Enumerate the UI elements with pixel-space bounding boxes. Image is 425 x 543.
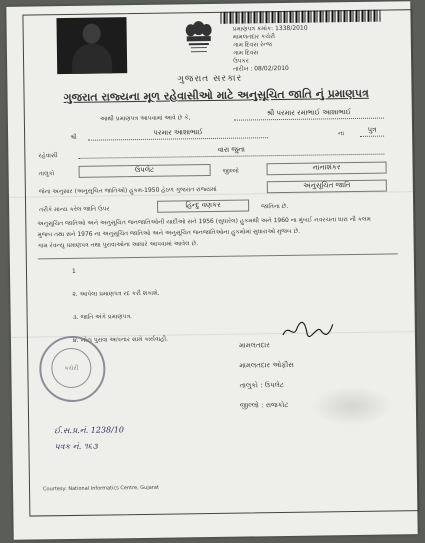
relation: પુત્ર xyxy=(360,126,384,137)
state-emblem-icon xyxy=(178,18,219,65)
legal-text xyxy=(37,213,397,251)
signatory-line: તાલુકો : ઉપલેટ xyxy=(239,381,285,390)
form-text: જીલ્લો xyxy=(222,167,239,175)
government-heading: ગુજરાત સરકાર xyxy=(177,73,243,85)
conditions-list xyxy=(72,259,168,352)
applicant-name: શ્રી પરમાર રમાભાઈ આશાભાઈ xyxy=(234,108,384,121)
signatory-line: મામલતદાર xyxy=(238,341,270,350)
form-text: જાતિના છે. xyxy=(261,202,289,211)
meta-line: ગામ દિવસ રેન્જ xyxy=(232,41,272,49)
list-item: 1 xyxy=(71,267,76,275)
form-text: આથી પ્રમાણપત્ર આપવામાં આવે છે કે, xyxy=(99,114,191,123)
certificate-meta xyxy=(233,25,309,74)
form-text: જેના અનુસાર (અનુસૂચિત જાતિઓ) હુકમ-1950 હેઠળ ગુજરાત રાજ્યમાં xyxy=(38,185,217,196)
footer-credit: Courtesy: National Informatics Centre, Gujarat xyxy=(42,484,159,493)
father-name: પરમાર આશાભાઈ xyxy=(88,127,268,141)
form-text: તાલુકો xyxy=(38,170,55,178)
paper-stain xyxy=(312,386,393,427)
signatory-block xyxy=(239,335,295,416)
meta-line: મામલતદાર કચેરી xyxy=(232,33,275,41)
list-item: ૪. ખોટા પુરાવા આપનાર સામે કાર્યવાહી. xyxy=(72,335,169,344)
meta-line: ગામ દિવસ xyxy=(232,49,259,57)
meta-line: તારીખ : 08/02/2010 xyxy=(233,64,289,73)
list-item: ૨. આપેલા પ્રમાણપત્ર રદ કરી શકાશે. xyxy=(72,289,160,298)
category: અનુસૂચિત જાતિ xyxy=(267,180,387,194)
certificate-page xyxy=(6,1,417,540)
list-item: ૩. જાતિ અંગે પ્રમાણપત્ર. xyxy=(72,313,133,321)
certificate-title: ગુજરાત રાજ્યના મૂળ રહેવાસીઓ માટે અનુસૂચિત જાતિ નું પ્રમાણપત્ર xyxy=(63,86,369,105)
form-text: શ્રી xyxy=(70,133,77,141)
caste: હિન્દુ વણકર xyxy=(157,199,249,212)
signatory-line: મામલતદાર ઓફીસ xyxy=(239,360,294,370)
barcode xyxy=(220,10,380,24)
seal-text: કચેરી xyxy=(51,348,92,389)
applicant-photo xyxy=(56,17,127,74)
handwritten-number: પત્રક નં. ૧૬૩ xyxy=(54,441,98,452)
form-text: રહેવાસી xyxy=(38,152,58,160)
legal-line: ગામ રેવન્યુ પ્રમાણપત્ર તથા પુરાવાઓના આધારે આપવામાં આવેલ છે. xyxy=(37,240,199,250)
legal-line: મુજબ તથા સને 1976 ના અનુસૂચિત જાતિઓ અને અનુસૂચિત જનજાતિઓના હુકમોમાં સુધારાઓ મુજબ છે. xyxy=(37,227,301,239)
meta-line: પ્રમાણપત્ર ક્રમાંક: 1338/2010 xyxy=(232,24,308,33)
legal-line: અનુસૂચિત જાતિઓ અને અનુસૂચિત જનજાતિઓની યાદીઓ સને 1956 (સુધારેલ) હુકમથી અને 1960 ના મુંબઈ નવરચના ધારા ની કલમ xyxy=(37,215,371,228)
district: નાનાશંકર xyxy=(267,162,387,176)
form-text: તરીકે માન્ય કરેલ જાતિ ઉપર xyxy=(39,205,110,214)
meta-line: ઉપકર xyxy=(233,57,249,65)
form-text: ના xyxy=(338,130,345,138)
taluka: ઉપલેટ xyxy=(79,164,211,178)
signatory-line: જીલ્લો : રાજકોટ xyxy=(239,400,289,410)
village: વારા જુના xyxy=(78,144,384,159)
handwritten-number: ઈ.સ.પ્ર.નં. 1238/10 xyxy=(54,425,125,436)
